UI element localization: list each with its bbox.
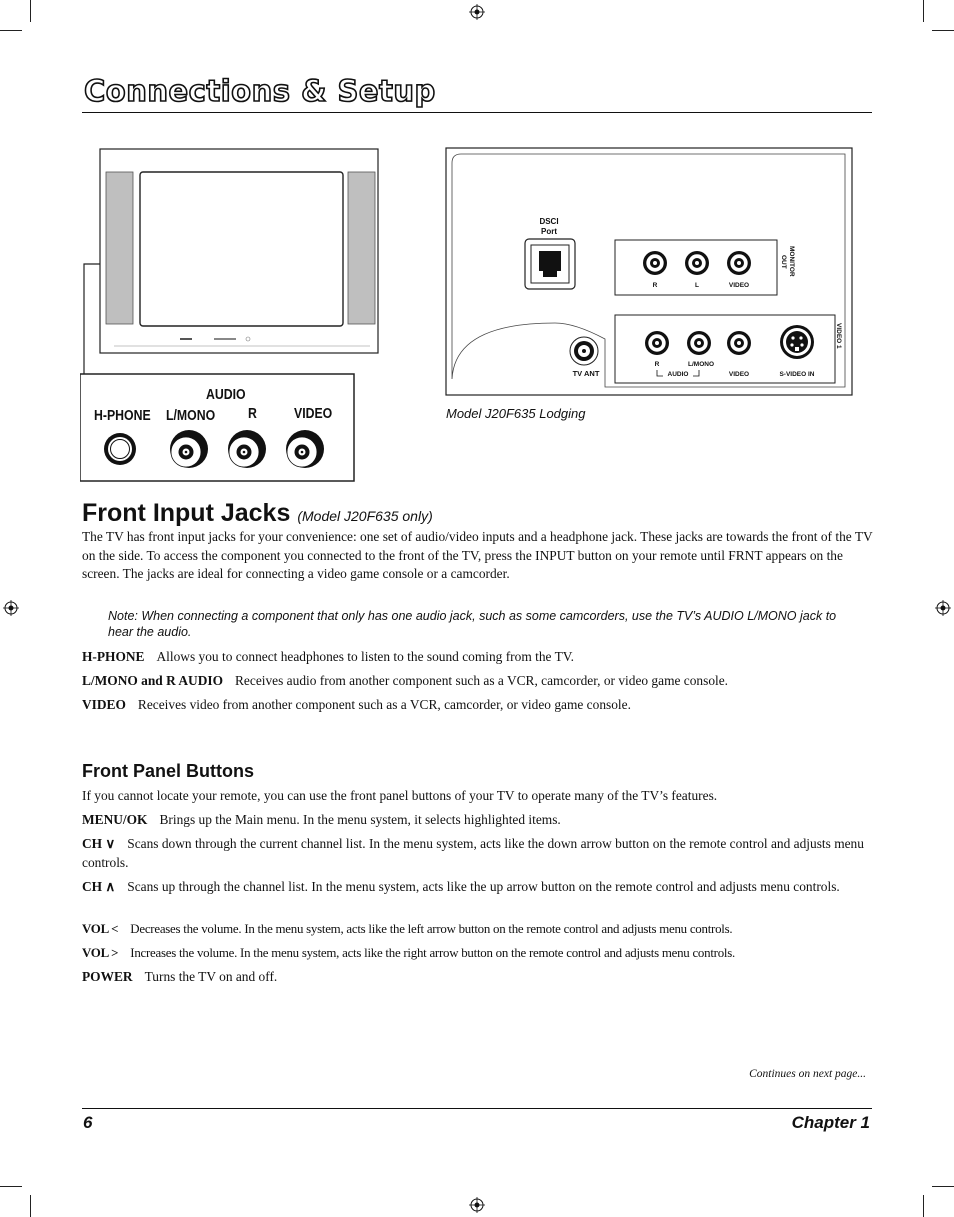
rca-jack-icon bbox=[727, 331, 751, 355]
tv-speaker-left bbox=[106, 172, 133, 324]
definition-text: Receives video from another component such as a VCR, camcorder, or video game console. bbox=[137, 697, 631, 712]
heading-subtitle: (Model J20F635 only) bbox=[297, 508, 433, 524]
input-jack-label: VIDEO bbox=[728, 371, 750, 378]
input-jack-label: AUDIO bbox=[667, 371, 689, 378]
title-rule bbox=[82, 112, 872, 113]
page-number: 6 bbox=[83, 1113, 93, 1132]
front-input-intro: The TV has front input jacks for your convenience: one set of audio/video inputs and a headphone jack. These jacks are towards the front of the TV on the side. To access the component you connected to the front of the TV, press the INPUT button on your remote until FRNT appears on the screen. The jacks are ideal for connecting a video game console or a camcorder. bbox=[82, 529, 873, 581]
definition-item bbox=[82, 878, 874, 897]
input-jack-label: S-VIDEO IN bbox=[779, 371, 815, 378]
rca-jack-icon bbox=[643, 251, 667, 275]
monitor-out-label: MONITOR bbox=[788, 246, 795, 277]
tv-speaker-right bbox=[348, 172, 375, 324]
rca-jack-icon bbox=[228, 430, 266, 468]
rca-jack-icon bbox=[645, 331, 669, 355]
definition-text: Scans down through the current channel list. In the menu system, acts like the down arrow button on the remote control and adjusts menu controls. bbox=[82, 836, 864, 870]
crop-mark bbox=[0, 1186, 22, 1187]
s-video-jack-icon bbox=[780, 325, 814, 359]
chapter-label: Chapter 1 bbox=[791, 1113, 870, 1132]
definition-item bbox=[82, 920, 874, 939]
crop-mark bbox=[923, 0, 924, 22]
crop-mark bbox=[932, 1186, 954, 1187]
definition-term: VOL < bbox=[82, 922, 119, 936]
rca-jack-icon bbox=[687, 331, 711, 355]
page-title: Connections & Setup bbox=[84, 74, 436, 108]
figure-caption: Model J20F635 Lodging bbox=[446, 406, 586, 421]
section-heading-front-input bbox=[82, 499, 433, 528]
jack-label-lmono: L/MONO bbox=[166, 406, 216, 424]
footer-rule bbox=[82, 1108, 872, 1109]
ethernet-port-icon bbox=[525, 239, 575, 289]
video1-label: VIDEO 1 bbox=[835, 323, 842, 349]
crop-mark bbox=[932, 30, 954, 31]
definition-term: CH ∨ bbox=[82, 836, 116, 851]
continues-note: Continues on next page... bbox=[749, 1068, 866, 1080]
back-panel-illustration bbox=[445, 147, 855, 399]
tv-screen bbox=[140, 172, 343, 326]
section-heading-front-panel: Front Panel Buttons bbox=[82, 761, 254, 781]
monitor-jack-label: VIDEO bbox=[728, 282, 750, 289]
crop-mark bbox=[923, 1195, 924, 1217]
rca-jack-icon bbox=[170, 430, 208, 468]
input-jack-label: R bbox=[654, 361, 660, 368]
tv-front-illustration bbox=[80, 146, 380, 486]
tv-ant-label: TV ANT bbox=[572, 369, 600, 378]
jack-label-r: R bbox=[248, 404, 257, 422]
registration-target-icon bbox=[469, 4, 485, 20]
monitor-jack-label: L bbox=[695, 282, 699, 289]
definition-term: VOL > bbox=[82, 946, 119, 960]
definition-text: Turns the TV on and off. bbox=[144, 969, 278, 984]
definition-text: Decreases the volume. In the menu system, acts like the left arrow button on the remote control and adjusts menu controls. bbox=[130, 922, 733, 936]
tv-front-buttons bbox=[180, 338, 192, 340]
definition-item bbox=[82, 672, 874, 691]
dsci-port-label: DSCI bbox=[539, 217, 559, 226]
definition-item bbox=[82, 835, 874, 872]
heading-text: Front Input Jacks bbox=[82, 499, 291, 527]
monitor-jack-label: R bbox=[652, 282, 658, 289]
crop-mark bbox=[0, 30, 22, 31]
callout-line bbox=[84, 264, 100, 374]
definition-term: CH ∧ bbox=[82, 879, 116, 894]
rca-jack-icon bbox=[286, 430, 324, 468]
jack-label-audio: AUDIO bbox=[206, 385, 246, 403]
rca-jack-icon bbox=[685, 251, 709, 275]
input-jack-label: L/MONO bbox=[688, 361, 714, 368]
monitor-out-label: OUT bbox=[780, 255, 787, 269]
definition-term: MENU/OK bbox=[82, 812, 148, 827]
rca-jack-icon bbox=[727, 251, 751, 275]
definition-term: H-PHONE bbox=[82, 649, 145, 664]
crop-mark bbox=[30, 0, 31, 22]
jack-label-headphone: H-PHONE bbox=[94, 406, 151, 424]
definition-item bbox=[82, 811, 874, 830]
definition-item bbox=[82, 696, 874, 715]
crop-mark bbox=[30, 1195, 31, 1217]
registration-target-icon bbox=[935, 600, 951, 616]
front-panel-intro: If you cannot locate your remote, you can use the front panel buttons of your TV to operate many of the TV’s features. bbox=[82, 788, 718, 803]
definition-text: Allows you to connect headphones to listen to the sound coming from the TV. bbox=[156, 649, 575, 664]
dsci-port-label: Port bbox=[541, 227, 557, 236]
definition-text: Scans up through the channel list. In the menu system, acts like the up arrow button on the remote control and adjusts menu controls. bbox=[127, 879, 840, 894]
definition-term: POWER bbox=[82, 969, 133, 984]
jack-label-video: VIDEO bbox=[294, 404, 333, 422]
definition-text: Brings up the Main menu. In the menu system, it selects highlighted items. bbox=[159, 812, 561, 827]
definition-text: Increases the volume. In the menu system, acts like the right arrow button on the remote control and adjusts menu controls. bbox=[130, 946, 735, 960]
definition-item bbox=[82, 648, 874, 667]
definition-item bbox=[82, 968, 874, 987]
tv-antenna-jack-icon bbox=[570, 337, 598, 365]
definition-item bbox=[82, 944, 874, 963]
definition-term: VIDEO bbox=[82, 697, 126, 712]
headphone-jack-icon bbox=[104, 433, 136, 465]
registration-target-icon bbox=[3, 600, 19, 616]
definition-text: Receives audio from another component such as a VCR, camcorder, or video game console. bbox=[235, 673, 729, 688]
front-input-note: Note: When connecting a component that only has one audio jack, such as some camcorders, use the TV’s AUDIO L/MONO jack to hear the audio. bbox=[108, 609, 837, 639]
definition-term: L/MONO and R AUDIO bbox=[82, 673, 223, 688]
registration-target-icon bbox=[469, 1197, 485, 1213]
